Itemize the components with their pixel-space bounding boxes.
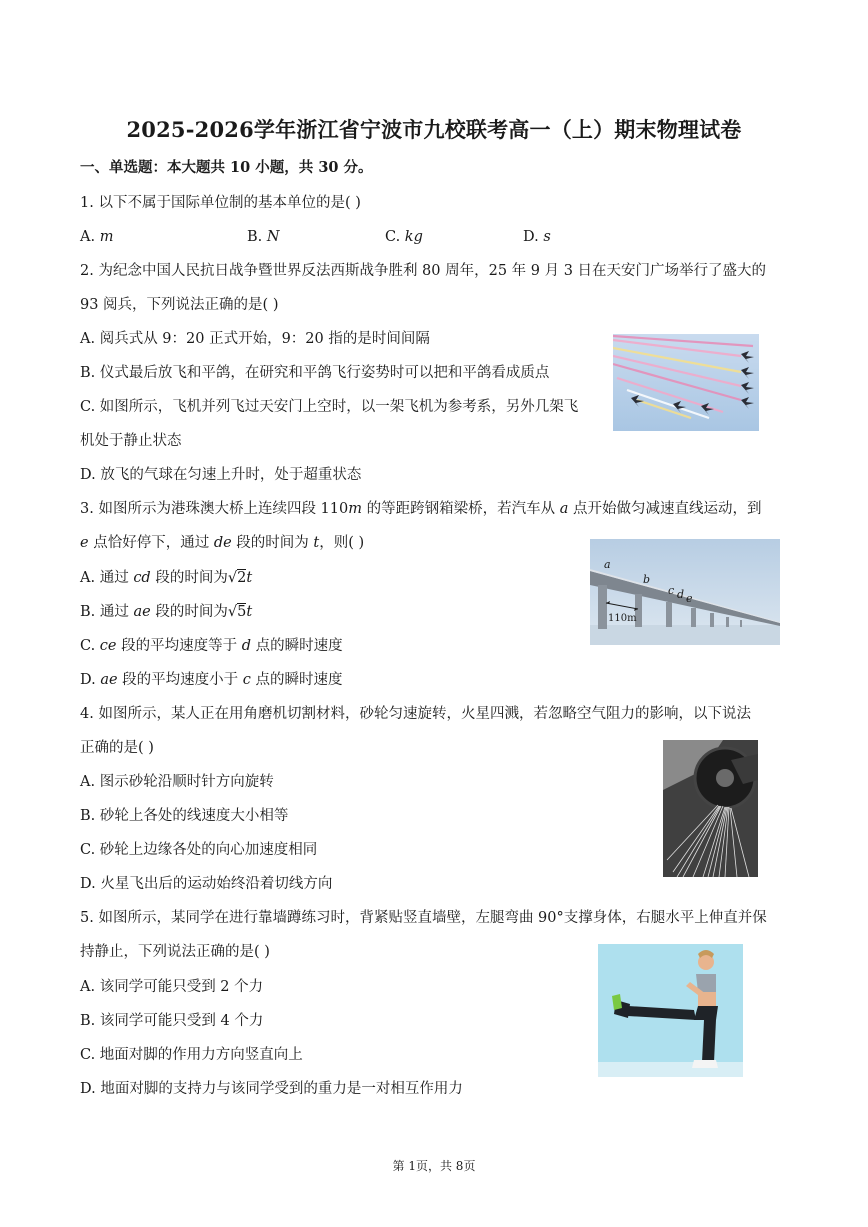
bridge-label-c: c <box>668 584 675 597</box>
angle-grinder-image <box>663 740 758 877</box>
q2-option-c-line2: 机处于静止状态 <box>80 433 182 449</box>
q3-a-radicand: 2 <box>237 570 247 586</box>
q4-option-a: A. 图示砂轮沿顺时针方向旋转 <box>80 774 274 790</box>
q5-option-a: A. 该同学可能只受到 2 个力 <box>80 979 264 995</box>
wall-squat-image <box>598 944 743 1077</box>
q1-option-b <box>247 227 280 247</box>
q1-option-d-label: D. <box>523 229 544 245</box>
q3-stem2-part3: ，则( ) <box>319 535 365 551</box>
q3-b-time: t <box>246 604 253 620</box>
q3-c-part1: C. <box>80 638 100 654</box>
q3-a-segment: cd <box>133 570 151 586</box>
q3-c-point: d <box>241 638 252 654</box>
q3-stem-line2 <box>80 533 364 553</box>
q3-stem1-part1: 3. 如图所示为港珠澳大桥上连续四段 110 <box>80 501 349 517</box>
q3-option-a <box>80 568 252 588</box>
q3-b-part1: B. 通过 <box>80 604 134 620</box>
q1-option-a <box>80 227 113 247</box>
q5-stem-line1: 5. 如图所示，某同学在进行靠墙蹲练习时，背紧贴竖直墙壁，左腿弯曲 90°支撑身体，右腿水平上伸直并保 <box>80 910 767 926</box>
bridge-label-a: a <box>604 558 611 571</box>
q1-option-b-label: B. <box>247 229 267 245</box>
q1-option-c-label: C. <box>385 229 405 245</box>
section-heading: 一、单选题：本大题共 10 小题，共 30 分。 <box>80 159 373 176</box>
paper-title: 2025-2026学年浙江省宁波市九校联考高一（上）期末物理试卷 <box>126 117 742 142</box>
q3-stem2-point-e: e <box>80 535 89 551</box>
q5-option-c: C. 地面对脚的作用力方向竖直向上 <box>80 1047 303 1063</box>
q4-option-c: C. 砂轮上边缘各处的向心加速度相同 <box>80 842 318 858</box>
q1-option-c-value: kg <box>404 229 423 245</box>
q3-c-part3: 点的瞬时速度 <box>251 638 343 654</box>
q2-stem-line1: 2. 为纪念中国人民抗日战争暨世界反法西斯战争胜利 80 周年，25 年 9 月 3 日在天安门广场举行了盛大的 <box>80 263 767 279</box>
q1-option-d-value: s <box>543 229 551 245</box>
q4-stem-line1: 4. 如图所示，某人正在用角磨机切割材料，砂轮匀速旋转，火星四溅，若忽略空气阻力的影响，以下说法 <box>80 706 751 722</box>
q5-option-d: D. 地面对脚的支持力与该同学受到的重力是一对相互作用力 <box>80 1081 463 1097</box>
q1-stem: 1. 以下不属于国际单位制的基本单位的是( ) <box>80 195 361 211</box>
q3-b-radicand: 5 <box>237 604 247 620</box>
q4-option-d: D. 火星飞出后的运动始终沿着切线方向 <box>80 876 333 892</box>
q3-stem1-unit: m <box>348 501 362 517</box>
q4-option-b: B. 砂轮上各处的线速度大小相等 <box>80 808 289 824</box>
q3-a-time: t <box>246 570 253 586</box>
q3-a-part1: A. 通过 <box>80 570 134 586</box>
q3-stem2-time: t <box>313 535 320 551</box>
q3-stem2-segment: de <box>213 535 232 551</box>
q3-d-point: c <box>242 672 251 688</box>
q3-stem-line1 <box>80 499 761 519</box>
q1-option-d <box>523 227 551 247</box>
q1-option-a-value: m <box>99 229 114 245</box>
q3-b-segment: ae <box>133 604 151 620</box>
q2-option-c-line1: C. 如图所示，飞机并列飞过天安门上空时，以一架飞机为参考系，另外几架飞 <box>80 399 579 415</box>
q3-b-part2: 段的时间为 <box>150 604 228 620</box>
q1-option-c <box>385 227 423 247</box>
jet-formation-image <box>613 334 759 431</box>
jet-formation-figure <box>613 334 759 431</box>
q1-option-a-label: A. <box>80 229 100 245</box>
q4-stem-line2: 正确的是( ) <box>80 740 154 756</box>
q3-d-part2: 段的平均速度小于 <box>117 672 243 688</box>
q3-stem1-point-a: a <box>559 501 569 517</box>
q3-option-b <box>80 602 252 622</box>
q5-option-b: B. 该同学可能只受到 4 个力 <box>80 1013 264 1029</box>
q3-d-part1: D. <box>80 672 101 688</box>
bridge-figure <box>590 539 780 645</box>
angle-grinder-figure <box>663 740 758 877</box>
q3-c-segment: ce <box>99 638 117 654</box>
q2-option-d: D. 放飞的气球在匀速上升时，处于超重状态 <box>80 467 362 483</box>
q3-c-part2: 段的平均速度等于 <box>116 638 242 654</box>
q3-option-c <box>80 636 343 656</box>
q3-d-segment: ae <box>100 672 118 688</box>
q2-stem-line2: 93 阅兵，下列说法正确的是( ) <box>80 297 279 313</box>
wall-squat-figure <box>598 944 743 1077</box>
q2-option-a: A. 阅兵式从 9：20 正式开始，9：20 指的是时间间隔 <box>80 331 430 347</box>
bridge-image <box>590 539 780 645</box>
q3-stem1-part2: 的等距跨钢箱梁桥，若汽车从 <box>361 501 560 517</box>
q3-stem2-part2: 段的时间为 <box>231 535 314 551</box>
q3-stem1-part3: 点开始做匀减速直线运动，到 <box>568 501 762 517</box>
q1-option-b-value: N <box>266 229 280 245</box>
q3-stem2-part1: 点恰好停下，通过 <box>88 535 214 551</box>
q2-option-b: B. 仪式最后放飞和平鸽，在研究和平鸽飞行姿势时可以把和平鸽看成质点 <box>80 365 550 381</box>
sqrt-icon: √ <box>227 604 238 620</box>
page-footer: 第 1页，共 8页 <box>392 1159 476 1173</box>
q3-a-part2: 段的时间为 <box>150 570 228 586</box>
q3-d-part3: 点的瞬时速度 <box>250 672 343 688</box>
bridge-label-d: d <box>677 588 685 601</box>
q3-option-d <box>80 670 343 690</box>
q5-stem-line2: 持静止，下列说法正确的是( ) <box>80 944 270 960</box>
sqrt-icon: √ <box>227 570 238 586</box>
bridge-distance-label: 110m <box>608 613 637 624</box>
bridge-label-e: e <box>686 592 693 605</box>
bridge-label-b: b <box>643 573 651 586</box>
